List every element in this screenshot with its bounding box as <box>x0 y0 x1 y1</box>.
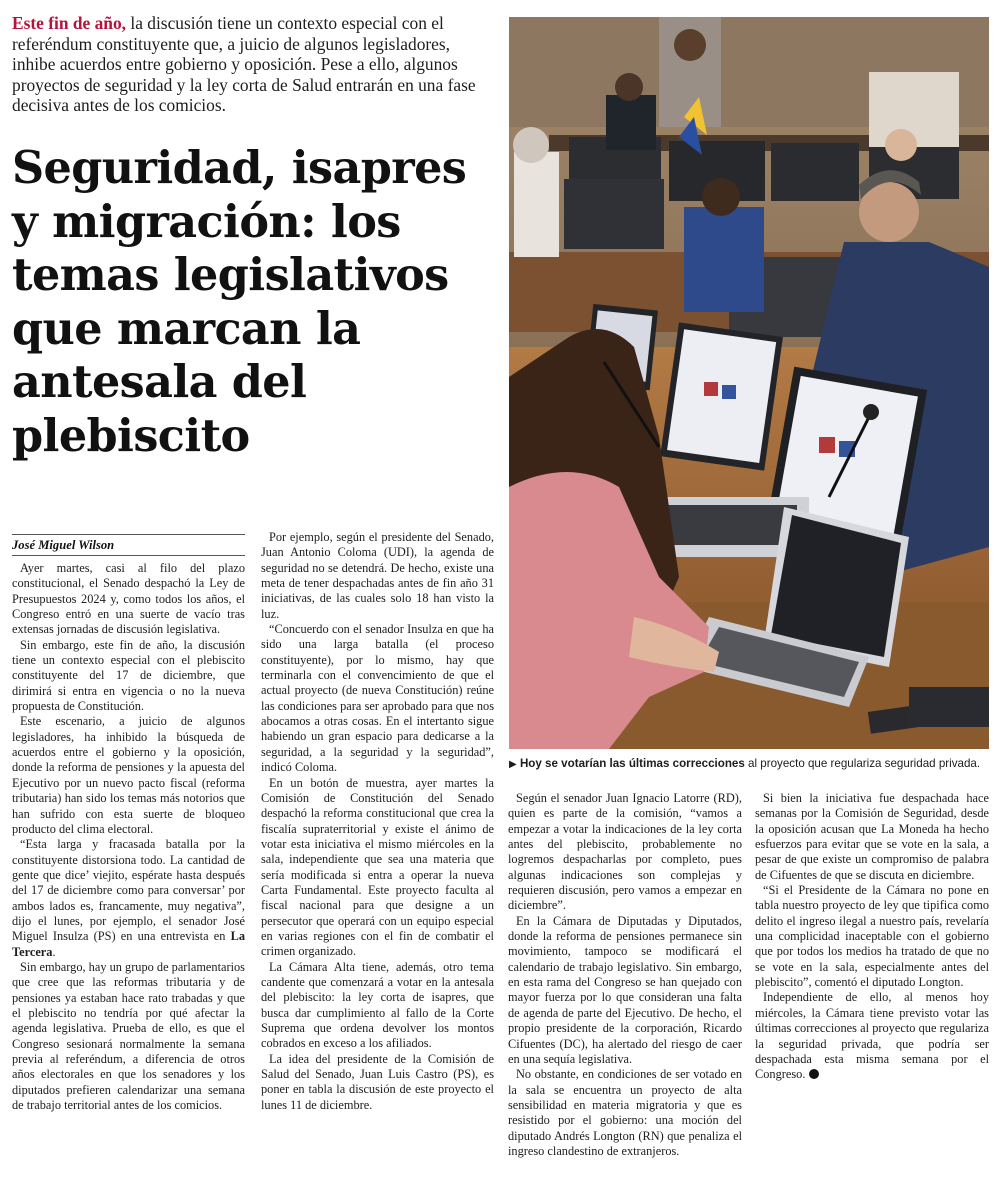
caption-arrow-icon: ▶ <box>509 759 517 770</box>
photo-caption <box>509 757 989 772</box>
caption-rest: al proyecto que regulariza seguridad privada. <box>744 757 981 770</box>
byline-rule-top <box>12 534 245 535</box>
end-of-article-icon <box>809 1069 819 1079</box>
paragraph: No obstante, en condiciones de ser votado en la sala se encuentra un proyecto de alta sensibilidad en materia migratoria y que es resistido por el gobierno: una moción del diputado Andrés Longton (RN) que penaliza el ingreso clandestino de extranjeros. <box>508 1067 742 1158</box>
paragraph: En un botón de muestra, ayer martes la Comisión de Constitución del Senado despachó la reforma constitucional que crea la fiscalía supraterritorial y existe el ánimo de votar esta iniciativa el mismo miércoles en la sala, independiente que sea una materia que sería modificada si entra a operar la nueva Carta Fundamental. Este proyecto faculta al fiscal nacional para que designe a un persecutor que operará con un equipo especial en varias regiones con el fin de combatir el crimen organizado. <box>261 775 494 959</box>
paragraph-text: Independiente de ello, al menos hoy miércoles, la Cámara tiene previsto votar las últimas correcciones al proyecto que regulariza la seguridad privada, que podría ser despachada esta misma semana por el Congreso. <box>755 990 989 1082</box>
caption-bold: Hoy se votarían las últimas correcciones <box>519 757 745 770</box>
article-column-2 <box>261 530 494 1113</box>
paragraph: En la Cámara de Diputadas y Diputados, donde la reforma de pensiones permanece sin movimiento, tampoco se modificará el calendario de trabajo legislativo. Sin embargo, en esta rama del Congreso se han quejado con mayor fuerza por lo que consideran una falta de agenda de parte del Ejecutivo. De hecho, el propio presidente de la corporación, Ricardo Cifuentes (DC), ha alertado del riesgo de caer en una sequía legislativa. <box>508 913 742 1066</box>
headline: Seguridad, isapres y migración: los temas legislativos que marcan la antesala del plebiscito <box>12 142 467 462</box>
paragraph: “Si el Presidente de la Cámara no pone en tabla nuestro proyecto de ley que tipifica como delito el ingreso ilegal a nuestro país, revelaría una complicidad inaceptable con el gobierno que por todos los medios ha tratado de que no se vote en la sala, especialmente antes del plebiscito”, comentó el diputado Longton. <box>755 883 989 990</box>
paragraph: Según el senador Juan Ignacio Latorre (RD), quien es parte de la comisión, “vamos a empezar a votar la indicaciones de la ley corta antes del plebiscito, probablemente no logremos despacharlas por completo, pues algunas indicaciones son complejas y requieren discusión, pero vamos a empezar en diciembre”. <box>508 791 742 913</box>
paragraph-text: “Esta larga y fracasada batalla por la constituyente distorsiona todo. La cantidad de gente que dice’ viejito, espérate hasta después del 17 de diciembre como para conversar’ por ambos lados es, francamente, muy negativa”, dijo el lunes, por ejemplo, el senador José Miguel Insulza (PS) en una entrevista en <box>12 837 245 944</box>
article-column-4 <box>755 791 989 1083</box>
paragraph: Por ejemplo, según el presidente del Senado, Juan Antonio Coloma (UDI), la agenda de seguridad no se detendrá. De hecho, existe una meta de tener despachadas antes de fin año 31 iniciativas, de las cuales solo 18 han visto la luz. <box>261 530 494 621</box>
lead-kicker: Este fin de año, <box>12 13 127 33</box>
paragraph: Este escenario, a juicio de algunos legisladores, ha inhibido la búsqueda de acuerdos entre el gobierno y la oposición, donde la reforma de pensiones y la apuesta del Ejecutivo por un nuevo pacto fiscal (reforma tributaria) han sido los temas más notorios que han sufrido con esta suerte de bloqueo producto del clima electoral. <box>12 714 245 836</box>
paragraph: La Cámara Alta tiene, además, otro tema candente que comenzará a votar en la antesala del plebiscito: la ley corta de isapres, que busca dar cumplimiento al fallo de la Corte Suprema que ordena devolver los montos cobrados en exceso a los afiliados. <box>261 959 494 1051</box>
article-column-3 <box>508 791 742 1159</box>
byline-rule-bottom <box>12 555 245 556</box>
lead-paragraph <box>12 13 482 116</box>
newspaper-name: La Tercera <box>12 929 245 959</box>
paragraph: “Concuerdo con el senador Insulza en que ha sido una larga batalla (el proceso constituyente), por lo mismo, hay que terminarla con el convencimiento de que el actual proyecto (de nueva Constitución) reúne las condiciones para ser aprobado para que nos abocamos a otras cosas. En el intertanto sigue habiendo un gran espacio para dedicarse a la seguridad, a la seguridad y la seguridad”, indicó Coloma. <box>261 622 494 775</box>
paragraph: Ayer martes, casi al filo del plazo constitucional, el Senado despachó la Ley de Presupuestos 2024 y, como todos los años, el Congreso entró en una suerte de vacío tras extensas jornadas de discusión legislativa. <box>12 561 245 637</box>
paragraph: “Esta larga y fracasada batalla por la constituyente distorsiona todo. La cantidad de gente que dice’ viejito, espérate hasta después del 17 de diciembre como para conversar’ por ambos lados es, francamente, muy negativa”, dijo el lunes, por ejemplo, el senador José Miguel Insulza (PS) en una entrevista en La Tercera. <box>12 837 245 959</box>
article-column-1 <box>12 561 245 1113</box>
lead-text: la discusión tiene un contexto especial con el referéndum constituyente que, a juicio de algunos legisladores, inhibe acuerdos entre gobierno y oposición. Pese a ello, algunos proyectos de seguridad y la ley corta de Salud entrarán en una fase decisiva antes de los comicios. <box>12 13 476 116</box>
senate-chamber-photo <box>509 17 989 749</box>
paragraph: Sin embargo, este fin de año, la discusión tiene un contexto especial con el plebiscito constituyente del 17 de diciembre, que dirimirá si entra en vigencia o no la nueva propuesta de Constitución. <box>12 637 245 714</box>
byline: José Miguel Wilson <box>12 538 115 552</box>
paragraph: Si bien la iniciativa fue despachada hace semanas por la Comisión de Seguridad, desde la oposición acusan que La Moneda ha hecho esfuerzos para evitar que se vote en la sala, a pesar de que existe un compromiso de palabra de Cifuentes de que se discuta en diciembre. <box>755 791 989 882</box>
paragraph: Sin embargo, hay un grupo de parlamentarios que cree que las reformas tributaria y de pensiones ya estaban hace rato trabadas y que el plebiscito no tendría por qué afectar la agenda legislativa. Prueba de ello, es que el Congreso sesionará normalmente la semana previa al referéndum, a diferencia de otros años electorales en que los senadores y los diputados prefieren calendarizar una semana de trabajo territorial antes de los comicios. <box>12 959 245 1113</box>
paragraph <box>755 990 989 1082</box>
paragraph: La idea del presidente de la Comisión de Salud del Senado, Juan Luis Castro (PS), es poner en tabla la discusión de este proyecto el lunes 11 de diciembre. <box>261 1051 494 1112</box>
